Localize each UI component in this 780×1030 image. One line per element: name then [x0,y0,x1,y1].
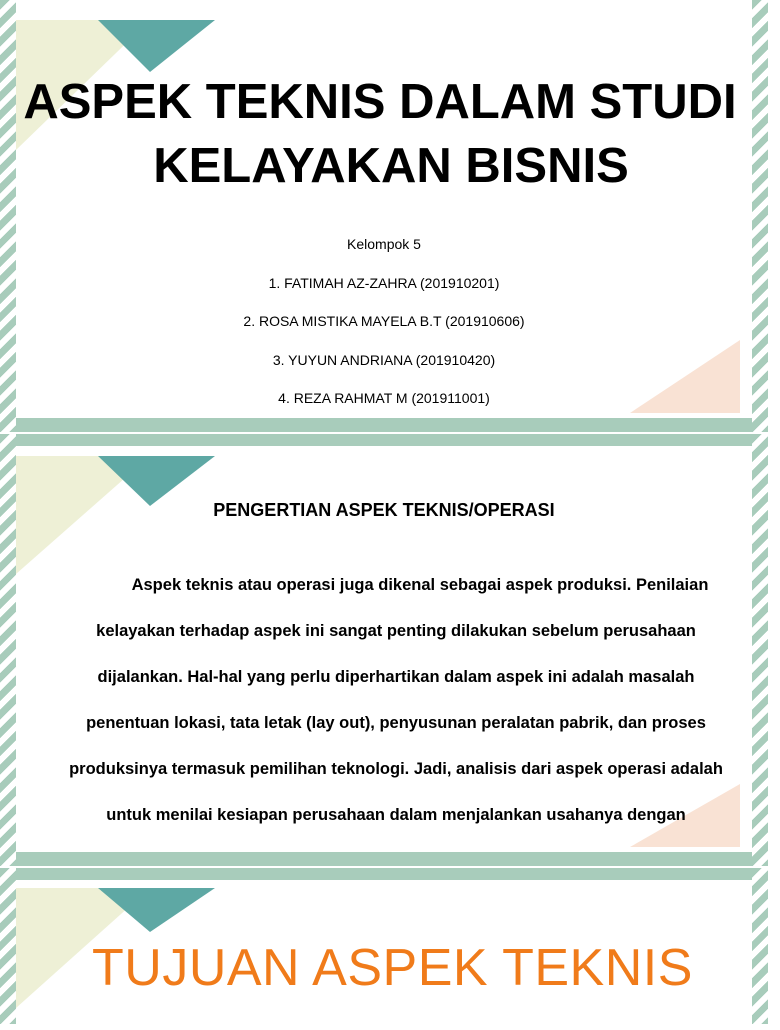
title-line-1: ASPEK TEKNIS DALAM STUDI [23,75,737,129]
title-line-2: KELAYAKAN BISNIS [153,139,629,193]
group-label: Kelompok 5 [347,236,421,252]
member-item: 2. ROSA MISTIKA MAYELA B.T (201910606) [243,313,525,329]
slide-title-text [0,70,780,198]
member-list [0,234,768,432]
definition-paragraph: Aspek teknis atau operasi juga dikenal sebagai aspek produksi. Penilaian kelayakan terhadap aspek ini sangat penting dilakukan sebelum perusahaan dijalankan. Hal-hal yang perlu diperhartikan dalam aspek ini adalah masalah penentuan lokasi, tata letak (lay out), penyusunan peralatan pabrik, dan proses produksinya termasuk pemilihan teknologi. Jadi, analisis dari aspek operasi adalah untuk menilai kesiapan perusahaan dalam menjalankan usahanya dengan [69,576,723,824]
member-item: 3. YUYUN ANDRIANA (201910420) [272,351,496,368]
definition-body [60,562,732,838]
slide-separator [0,866,768,868]
member-item: 4. REZA RAHMAT M (201911001) [278,390,490,406]
slide-title [0,0,768,432]
objectives-title: TUJUAN ASPEK TEKNIS [92,939,693,997]
definition-heading: PENGERTIAN ASPEK TEKNIS/OPERASI [213,500,555,520]
member-item: 1. FATIMAH AZ-ZAHRA (201910201) [268,274,500,291]
slide-separator [0,432,768,434]
